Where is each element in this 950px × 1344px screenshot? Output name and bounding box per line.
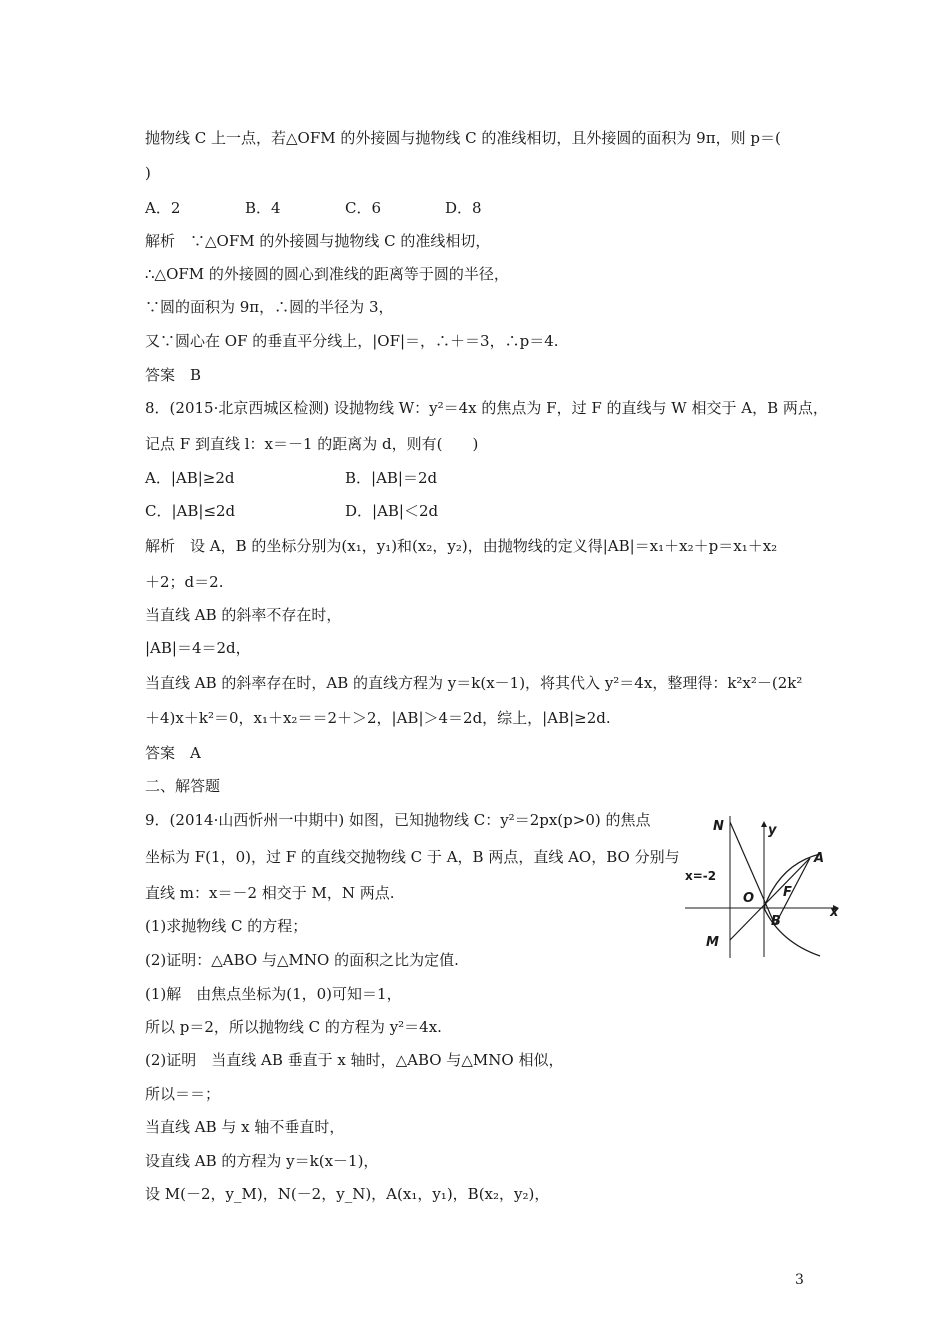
- q8-option-d: D．|AB|＜2d: [345, 502, 439, 520]
- q9-solution-line: (2)证明 当直线 AB 垂直于 x 轴时，△ABO 与△MNO 相似，: [145, 1051, 564, 1069]
- q9-solution-line: 所以 p＝2，所以抛物线 C 的方程为 y²＝4x.: [145, 1018, 442, 1036]
- q7-analysis-line: 解析 ∵△OFM 的外接圆与抛物线 C 的准线相切，: [145, 232, 491, 250]
- label-a: A: [814, 851, 825, 866]
- q7-stem: 抛物线 C 上一点，若△OFM 的外接圆与抛物线 C 的准线相切，且外接圆的面积为 9π，则 p＝(: [145, 129, 781, 147]
- label-o: O: [743, 891, 755, 906]
- parabola-figure: [680, 812, 845, 960]
- q9-solution-line: 当直线 AB 与 x 轴不垂直时，: [145, 1118, 345, 1136]
- q9-solution-line: 设 M(－2，y_M)，N(－2，y_N)，A(x₁，y₁)，B(x₂，y₂)，: [145, 1185, 550, 1203]
- q7-option-d: D．8: [445, 199, 482, 217]
- q7-option-c: C．6: [345, 199, 382, 217]
- q8-analysis-line: 当直线 AB 的斜率存在时，AB 的直线方程为 y＝k(x－1)，将其代入 y²＝4x，整理得：k²x²－(2k²: [145, 674, 803, 692]
- label-x: x: [830, 905, 839, 920]
- q7-option-a: A．2: [145, 199, 181, 217]
- label-n: N: [713, 819, 724, 834]
- q8-analysis-line: 当直线 AB 的斜率不存在时，: [145, 606, 342, 624]
- q9-solution-line: 所以＝＝；: [145, 1085, 221, 1103]
- q7-analysis-line: ∴△OFM 的外接圆的圆心到准线的距离等于圆的半径，: [145, 265, 509, 283]
- label-y: y: [768, 823, 777, 838]
- q7-answer: 答案 B: [145, 366, 202, 384]
- q9-stem-line: 9．(2014·山西忻州一中期中) 如图，已知抛物线 C：y²＝2px(p>0) 的焦点: [145, 811, 651, 829]
- q8-stem-line: 8．(2015·北京西城区检测) 设抛物线 W：y²＝4x 的焦点为 F，过 F 的直线与 W 相交于 A，B 两点，: [145, 399, 828, 417]
- q8-option-a: A．|AB|≥2d: [145, 469, 235, 487]
- q8-option-c: C．|AB|≤2d: [145, 502, 236, 520]
- label-m: M: [706, 935, 719, 950]
- q8-answer: 答案 A: [145, 744, 201, 762]
- section-title: 二、解答题: [145, 777, 221, 795]
- q7-option-b: B．4: [245, 199, 281, 217]
- q8-analysis-line: ＋4)x＋k²＝0，x₁＋x₂＝＝2＋＞2，|AB|＞4＝2d，综上，|AB|≥2d.: [145, 709, 611, 727]
- q7-analysis-line: 又∵圆心在 OF 的垂直平分线上，|OF|＝，∴＋＝3，∴p＝4.: [145, 332, 559, 350]
- q8-option-b: B．|AB|＝2d: [345, 469, 438, 487]
- q8-analysis-line: 解析 设 A，B 的坐标分别为(x₁，y₁)和(x₂，y₂)，由抛物线的定义得|AB|＝x₁＋x₂＋p＝x₁＋x₂: [145, 537, 778, 555]
- q9-solution-line: 设直线 AB 的方程为 y＝k(x－1)，: [145, 1152, 379, 1170]
- q9-stem-line: (2)证明：△ABO 与△MNO 的面积之比为定值.: [145, 951, 459, 969]
- q7-analysis-line: ∵圆的面积为 9π，∴圆的半径为 3，: [145, 298, 394, 316]
- q9-solution-line: (1)解 由焦点坐标为(1，0)可知＝1，: [145, 985, 402, 1003]
- label-f: F: [783, 885, 792, 900]
- label-line-m: x=-2: [685, 869, 717, 883]
- q8-analysis-line: |AB|＝4＝2d，: [145, 639, 251, 657]
- q9-stem-line: 坐标为 F(1，0)，过 F 的直线交抛物线 C 于 A，B 两点，直线 AO，BO 分别与: [145, 848, 680, 866]
- q8-analysis-line: ＋2；d＝2.: [145, 573, 224, 591]
- q9-stem-line: 直线 m：x＝－2 相交于 M，N 两点.: [145, 884, 395, 902]
- line-moa: [730, 858, 810, 940]
- q9-stem-line: (1)求抛物线 C 的方程；: [145, 917, 308, 935]
- q7-stem-close: ): [145, 164, 151, 182]
- label-b: B: [771, 914, 781, 929]
- page-number: 3: [795, 1272, 804, 1288]
- q8-stem-line: 记点 F 到直线 l：x＝－1 的距离为 d，则有( ): [145, 435, 479, 453]
- parabola-curve: [764, 854, 820, 956]
